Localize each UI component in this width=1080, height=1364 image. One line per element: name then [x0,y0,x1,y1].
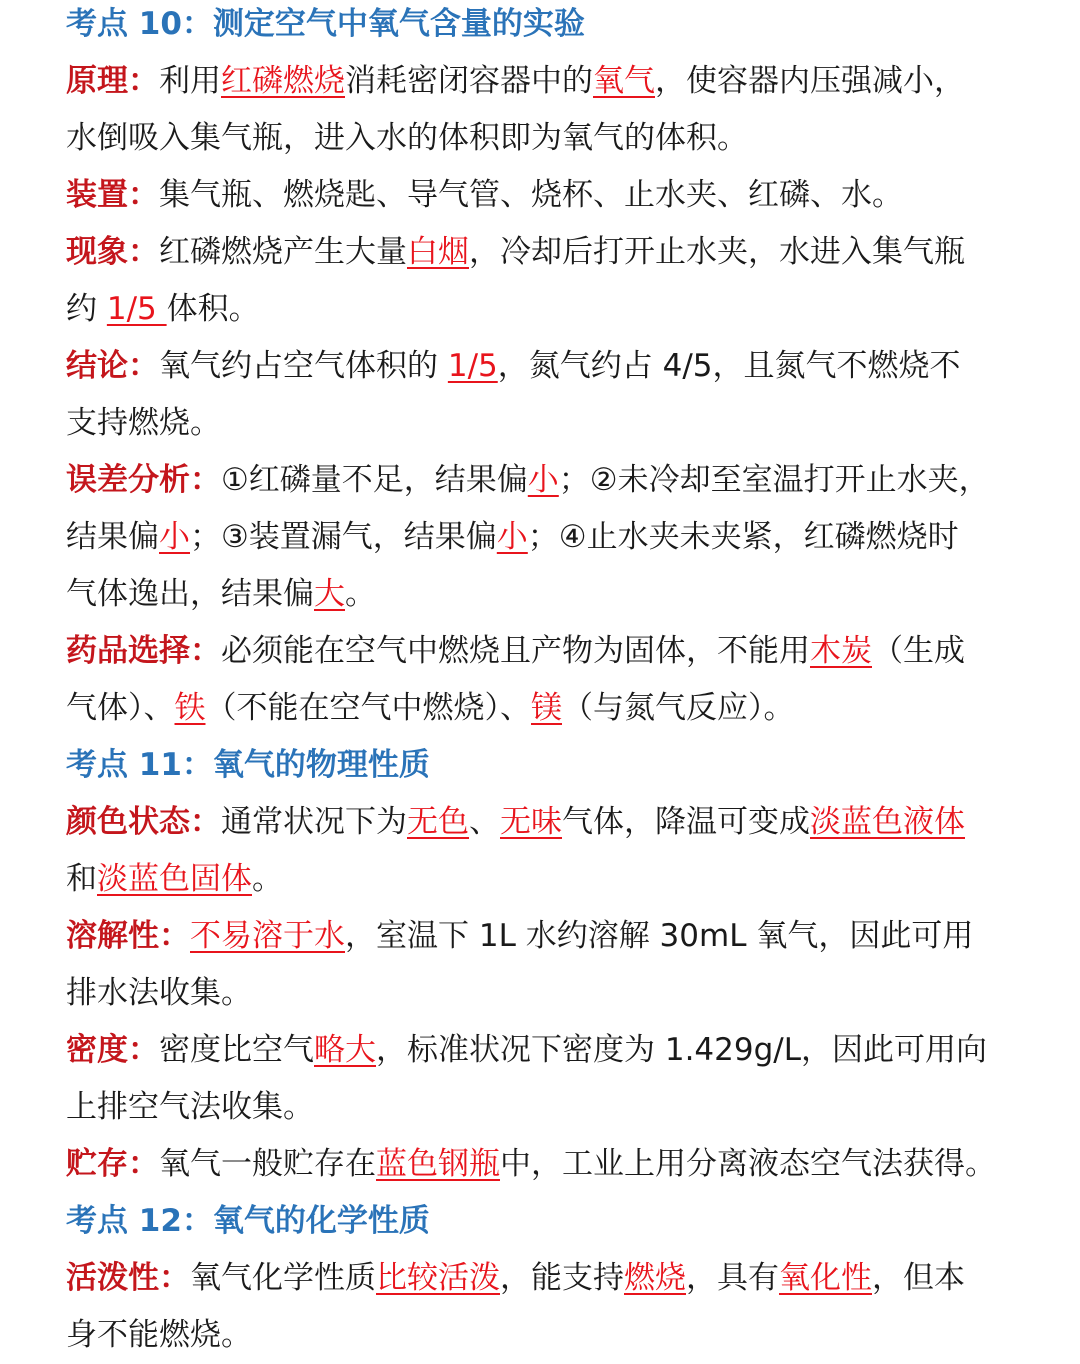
section-heading: 考点 10：测定空气中氧气含量的实验 [66,6,585,42]
answer-highlight: 比较活泼 [376,1260,500,1296]
paragraph-line [66,167,1014,224]
answer-highlight: 蓝色钢瓶 [376,1146,500,1182]
body-text: 约 [66,291,107,327]
body-text: ，具有 [686,1260,779,1296]
answer-highlight: 略大 [314,1032,376,1068]
body-text: 排水法收集。 [66,975,252,1011]
body-text: 。 [252,861,283,897]
paragraph-line [66,680,1014,737]
body-text: 气体，降温可变成 [562,804,810,840]
body-text: ；④止水夹未夹紧，红磷燃烧时 [527,519,959,555]
section-heading: 考点 11：氧气的物理性质 [66,747,430,783]
body-text: 结果偏 [66,519,159,555]
item-label: 误差分析： [66,462,221,498]
body-text: 氧气化学性质 [190,1260,376,1296]
answer-highlight: 淡蓝色液体 [810,804,965,840]
item-label: 药品选择： [66,633,221,669]
body-text: 密度比空气 [159,1032,314,1068]
paragraph-line [66,110,1014,167]
answer-highlight: 燃烧 [624,1260,686,1296]
answer-highlight: 不易溶于水 [190,918,345,954]
body-text: 集气瓶、燃烧匙、导气管、烧杯、止水夹、红磷、水。 [159,177,903,213]
body-text: ，使容器内压强减小， [655,63,965,99]
body-text: ，冷却后打开止水夹，水进入集气瓶 [469,234,965,270]
body-text: 利用 [159,63,221,99]
item-label: 原理： [66,63,159,99]
body-text: 、 [469,804,500,840]
section-heading: 考点 12：氧气的化学性质 [66,1203,430,1239]
answer-highlight: 淡蓝色固体 [97,861,252,897]
body-text: 水倒吸入集气瓶，进入水的体积即为氧气的体积。 [66,120,748,156]
body-text: （生成 [872,633,965,669]
body-text: 气体）、 [66,690,175,726]
answer-highlight: 镁 [531,690,562,726]
body-text: 身不能燃烧。 [66,1317,252,1353]
answer-highlight: 铁 [174,690,206,726]
paragraph-line [66,281,1014,338]
answer-highlight: 大 [314,576,345,612]
answer-highlight: 氧化性 [779,1260,872,1296]
paragraph-line [66,509,1014,566]
item-label: 结论： [66,348,159,384]
body-text: 支持燃烧。 [66,405,221,441]
item-label: 现象： [66,234,159,270]
body-text: 红磷燃烧产生大量 [159,234,407,270]
body-text: ；③装置漏气，结果偏 [190,519,497,555]
answer-highlight: 小 [159,519,190,555]
answer-highlight: 1/5 [106,291,167,327]
body-text: 消耗密闭容器中的 [345,63,593,99]
item-label: 密度： [66,1032,159,1068]
item-label: 颜色状态： [66,804,221,840]
item-label: 活泼性： [66,1260,190,1296]
body-text: ，标准状况下密度为 1.429g/L，因此可用向 [376,1032,987,1068]
answer-highlight: 木炭 [810,633,872,669]
paragraph-line [66,395,1014,452]
body-text: ，氮气约占 4/5，且氮气不燃烧不 [497,348,961,384]
paragraph-line [66,794,1014,851]
body-text: 必须能在空气中燃烧且产物为固体，不能用 [221,633,810,669]
answer-highlight: 白烟 [407,234,469,270]
body-text: ；②未冷却至室温打开止水夹， [558,462,990,498]
body-text: 氧气约占空气体积的 [159,348,448,384]
answer-highlight: 1/5 [447,348,498,384]
paragraph-line [66,623,1014,680]
body-text: 中，工业上用分离液态空气法获得。 [500,1146,996,1182]
item-label: 装置： [66,177,159,213]
paragraph-line [66,1307,1014,1364]
answer-highlight: 无色 [407,804,469,840]
body-text: ，但本 [872,1260,965,1296]
paragraph-line [66,1022,1014,1079]
paragraph-line [66,851,1014,908]
paragraph-line [66,965,1014,1022]
paragraph-line [66,338,1014,395]
body-text: （与氮气反应）。 [562,690,795,726]
body-text: 体积。 [166,291,260,327]
body-text: ①红磷量不足，结果偏 [221,462,528,498]
body-text: 和 [66,861,97,897]
paragraph-line [66,452,1014,509]
answer-highlight: 小 [527,462,559,498]
answer-highlight: 红磷燃烧 [221,63,345,99]
paragraph-line [66,566,1014,623]
paragraph-line [66,53,1014,110]
paragraph-line [66,224,1014,281]
body-text: ，能支持 [500,1260,624,1296]
paragraph-line [66,1136,1014,1193]
body-text: 通常状况下为 [221,804,407,840]
body-text: ，室温下 1L 水约溶解 30mL 氧气，因此可用 [345,918,974,954]
answer-highlight: 小 [496,519,528,555]
body-text: 。 [345,576,376,612]
body-text: 氧气一般贮存在 [159,1146,376,1182]
item-label: 贮存： [66,1146,159,1182]
body-text: 上排空气法收集。 [66,1089,314,1125]
answer-highlight: 氧气 [593,63,655,99]
item-label: 溶解性： [66,918,190,954]
body-text: （不能在空气中燃烧）、 [205,690,531,726]
body-text: 气体逸出，结果偏 [66,576,314,612]
answer-highlight: 无味 [500,804,562,840]
paragraph-line [66,1079,1014,1136]
paragraph-line [66,908,1014,965]
paragraph-line [66,1250,1014,1307]
